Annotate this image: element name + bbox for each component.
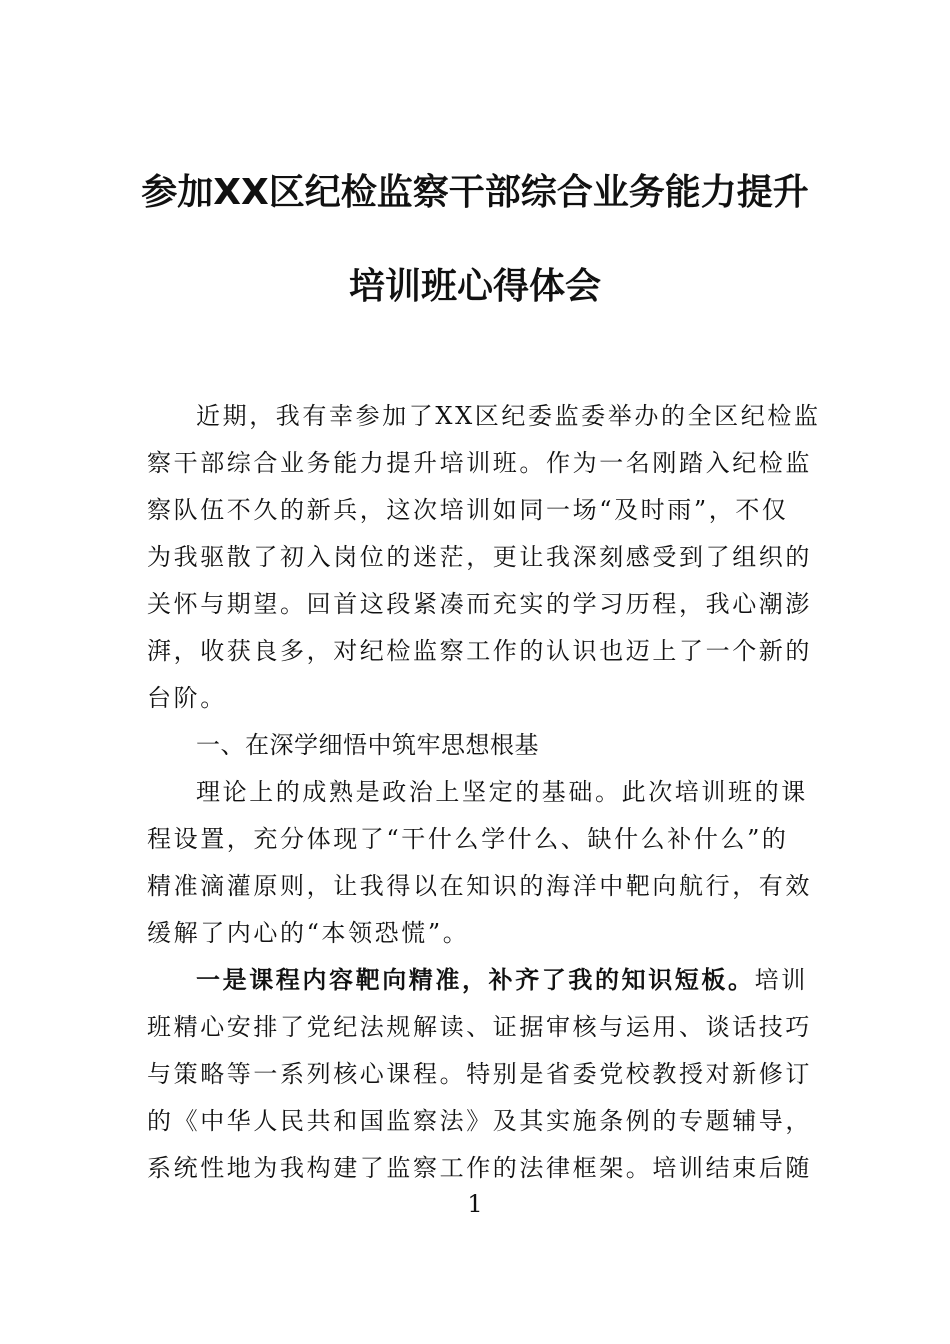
point-paragraph-line: 的《中华人民共和国监察法》及其实施条例的专题辅导， <box>147 1107 812 1135</box>
intro-paragraph-line: 近期，我有幸参加了XX区纪委监委举办的全区纪检监 <box>196 402 821 430</box>
document-title-line-2: 培训班心得体会 <box>348 266 601 307</box>
point-paragraph-line: 系统性地为我构建了监察工作的法律框架。培训结束后随 <box>147 1154 812 1182</box>
intro-paragraph-line: 为我驱散了初入岗位的迷茫，更让我深刻感受到了组织的 <box>147 543 812 571</box>
section-paragraph-line: 缓解了内心的“本领恐慌”。 <box>147 919 470 947</box>
intro-paragraph-line: 关怀与期望。回首这段紧凑而充实的学习历程，我心潮澎 <box>147 590 812 618</box>
intro-paragraph-line: 湃，收获良多，对纪检监察工作的认识也迈上了一个新的 <box>147 637 812 665</box>
section-paragraph-line: 精准滴灌原则，让我得以在知识的海洋中靶向航行，有效 <box>147 872 812 900</box>
point-paragraph-first-line <box>196 964 807 996</box>
point-paragraph-line: 班精心安排了党纪法规解读、证据审核与运用、谈话技巧 <box>147 1013 812 1041</box>
section-paragraph-line: 程设置，充分体现了“干什么学什么、缺什么补什么”的 <box>147 825 789 853</box>
point-paragraph-line: 与策略等一系列核心课程。特别是省委党校教授对新修订 <box>147 1060 812 1088</box>
page-number: 1 <box>467 1190 483 1218</box>
intro-paragraph-line: 台阶。 <box>147 684 227 712</box>
section-heading: 一、在深学细悟中筑牢思想根基 <box>196 731 539 759</box>
point-lead-sentence: 一是课程内容靶向精准，补齐了我的知识短板。 <box>196 965 755 994</box>
point-first-line-rest: 培训 <box>754 966 808 994</box>
intro-paragraph-line: 察队伍不久的新兵，这次培训如同一场“及时雨”，不仅 <box>147 496 789 524</box>
section-paragraph-line: 理论上的成熟是政治上坚定的基础。此次培训班的课 <box>196 778 808 806</box>
document-title-line-1: 参加XX区纪检监察干部综合业务能力提升 <box>141 172 809 213</box>
intro-paragraph-line: 察干部综合业务能力提升培训班。作为一名刚踏入纪检监 <box>147 449 812 477</box>
